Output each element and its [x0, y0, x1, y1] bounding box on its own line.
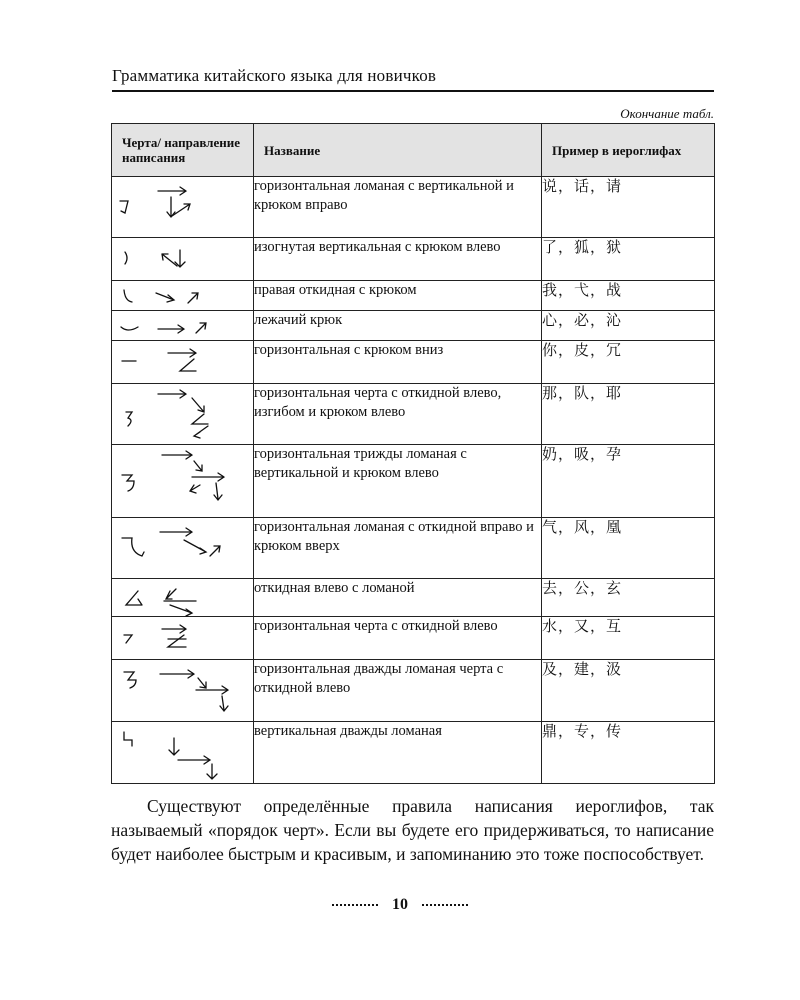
page-footer: [0, 896, 800, 914]
table-row: [112, 384, 715, 445]
stroke-cell: [112, 238, 254, 281]
stroke-cell: [112, 341, 254, 384]
stroke-name: горизонтальная черта с откидной влево, изгибом и крюком влево: [254, 384, 542, 445]
curved-vertical-hook-left-icon: [112, 238, 254, 281]
stroke-cell: [112, 384, 254, 445]
table-row: [112, 518, 715, 579]
stroke-cell: [112, 579, 254, 617]
stroke-examples: 去，公，玄: [542, 579, 715, 617]
table-row: [112, 579, 715, 617]
stroke-examples: 水，又，互: [542, 617, 715, 660]
stroke-name: горизонтальная черта с откидной влево: [254, 617, 542, 660]
table-header-row: [112, 124, 715, 177]
stroke-name: горизонтальная с крюком вниз: [254, 341, 542, 384]
stroke-cell: [112, 722, 254, 784]
column-header-examples-label: Пример в иероглифах: [552, 142, 682, 158]
stroke-examples: 心，必，沁: [542, 311, 715, 341]
stroke-examples: 奶，吸，孕: [542, 445, 715, 518]
stroke-cell: [112, 445, 254, 518]
table-row: [112, 341, 715, 384]
stroke-name: лежачий крюк: [254, 311, 542, 341]
page-number: 10: [392, 896, 408, 913]
table-continuation-caption: Окончание табл.: [620, 106, 714, 121]
column-header-examples: [542, 124, 715, 177]
table-row: [112, 617, 715, 660]
stroke-examples: 及，建，汲: [542, 660, 715, 722]
stroke-examples: 了，狐，狱: [542, 238, 715, 281]
running-header: Грамматика китайского языка для новичков: [112, 66, 437, 85]
table-row: [112, 177, 715, 238]
stroke-cell: [112, 177, 254, 238]
stroke-name: горизонтальная дважды ломаная черта с откидной влево: [254, 660, 542, 722]
stroke-examples: 我，弋，战: [542, 281, 715, 311]
column-header-stroke: [112, 124, 254, 177]
body-paragraph: Существуют определённые правила написания иероглифов, так называемый «порядок черт». Если вы будете его придерживаться, то написание будет наиболее быстрым и красивым, и запоминанию это тоже поспособствует.: [111, 796, 714, 864]
stroke-examples: 气，风，凰: [542, 518, 715, 579]
table-row: [112, 311, 715, 341]
stroke-examples: 你，皮，冗: [542, 341, 715, 384]
horizontal-left-falling-bend-hook-icon: [112, 384, 254, 445]
triple-turn-vertical-hook-icon: [112, 445, 254, 518]
horizontal-hook-down-icon: [112, 341, 254, 384]
column-header-name-label: Название: [264, 142, 321, 158]
right-falling-hook-icon: [112, 281, 254, 311]
strokes-table: [111, 123, 715, 784]
stroke-name: вертикальная дважды ломаная: [254, 722, 542, 784]
horizontal-turn-right-falling-hook-up-icon: [112, 518, 254, 579]
table-row: [112, 281, 715, 311]
lying-hook-icon: [112, 311, 254, 341]
stroke-cell: [112, 311, 254, 341]
stroke-name: горизонтальная ломаная с вертикальной и крюком вправо: [254, 177, 542, 238]
footer-dash-right: [422, 904, 468, 906]
stroke-cell: [112, 518, 254, 579]
stroke-name: горизонтальная ломаная с откидной вправо и крюком вверх: [254, 518, 542, 579]
stroke-examples: 说，话，请: [542, 177, 715, 238]
table-row: [112, 722, 715, 784]
stroke-cell: [112, 660, 254, 722]
table-row: [112, 445, 715, 518]
stroke-examples: 鼎，专，传: [542, 722, 715, 784]
stroke-examples: 那，队，耶: [542, 384, 715, 445]
table-row: [112, 660, 715, 722]
vertical-double-turn-icon: [112, 722, 254, 784]
stroke-name: откидная влево с ломаной: [254, 579, 542, 617]
footer-dash-left: [332, 904, 378, 906]
stroke-name: изогнутая вертикальная с крюком влево: [254, 238, 542, 281]
column-header-stroke-label: Черта/ направление написания: [122, 135, 240, 165]
stroke-name: горизонтальная трижды ломаная с вертикальной и крюком влево: [254, 445, 542, 518]
stroke-cell: [112, 281, 254, 311]
table-row: [112, 238, 715, 281]
horizontal-double-turn-left-falling-icon: [112, 660, 254, 722]
column-header-name: [254, 124, 542, 177]
left-falling-turn-icon: [112, 579, 254, 617]
stroke-name: правая откидная с крюком: [254, 281, 542, 311]
stroke-cell: [112, 617, 254, 660]
horizontal-turn-vertical-hook-right-icon: [112, 177, 254, 238]
horizontal-left-falling-icon: [112, 617, 254, 660]
header-rule: [112, 90, 714, 92]
